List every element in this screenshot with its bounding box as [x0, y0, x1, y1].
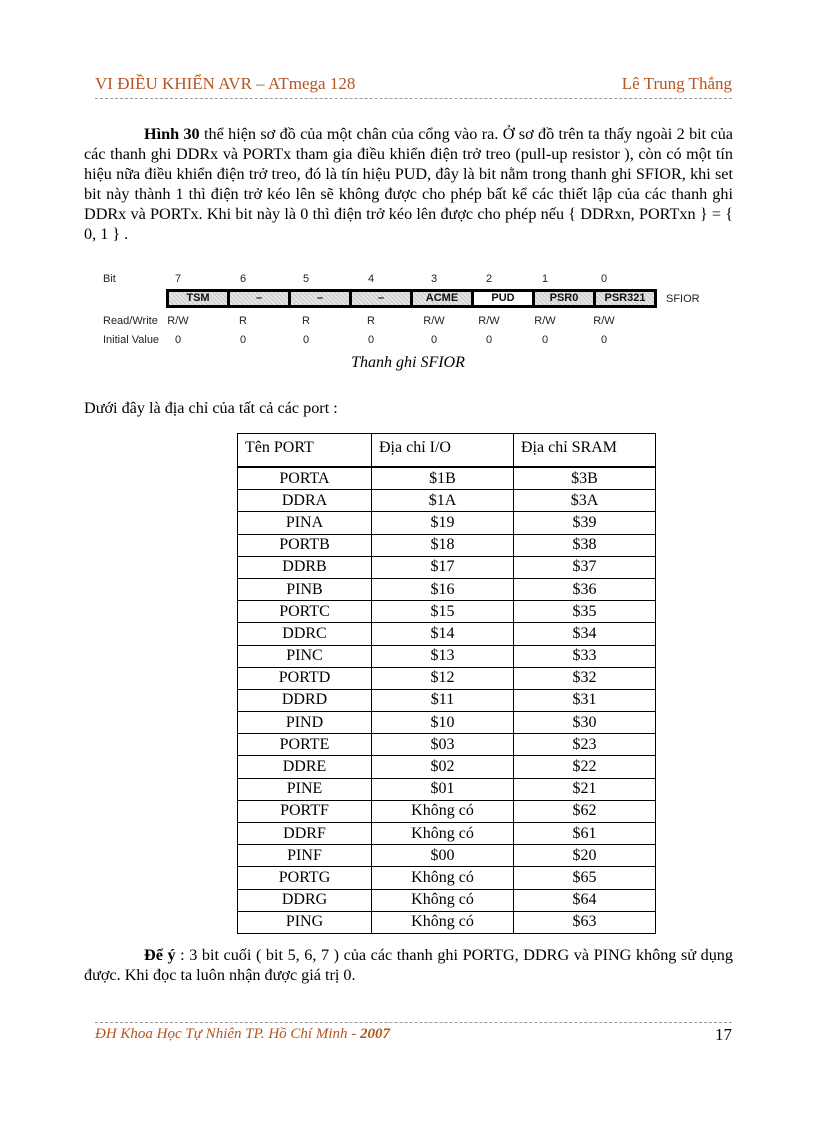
intro-paragraph — [84, 124, 733, 244]
port-name-cell: PORTF — [238, 800, 372, 822]
io-address-cell: Không có — [372, 823, 514, 845]
initial-value: 0 — [600, 334, 608, 346]
header-author: Lê Trung Thắng — [621, 74, 732, 93]
header-port-name: Tên PORT — [238, 434, 372, 468]
initial-value: 0 — [430, 334, 438, 346]
read-write-value: R — [239, 315, 247, 327]
register-bit-field: PSR321 — [596, 292, 654, 305]
footer-year: 2007 — [360, 1026, 390, 1042]
sfior-register-diagram — [103, 271, 723, 351]
port-name-cell: DDRG — [238, 889, 372, 911]
register-bit-field: PUD — [474, 292, 532, 305]
sram-address-cell: $64 — [514, 889, 656, 911]
port-name-cell: DDRD — [238, 689, 372, 711]
table-row — [238, 512, 656, 534]
initial-value: 0 — [485, 334, 493, 346]
table-row — [238, 667, 656, 689]
port-name-cell: PINB — [238, 578, 372, 600]
table-row — [238, 645, 656, 667]
table-row — [238, 867, 656, 889]
table-row — [238, 911, 656, 933]
io-address-cell: $17 — [372, 556, 514, 578]
io-address-cell: Không có — [372, 867, 514, 889]
read-write-value: R/W — [423, 315, 445, 327]
table-row — [238, 534, 656, 556]
io-address-cell: $16 — [372, 578, 514, 600]
page-header — [95, 72, 732, 96]
initial-value: 0 — [174, 334, 182, 346]
sram-address-cell: $35 — [514, 601, 656, 623]
figure-reference: Hình 30 — [144, 125, 200, 143]
table-row — [238, 490, 656, 512]
initial-value: 0 — [239, 334, 247, 346]
io-address-cell: $14 — [372, 623, 514, 645]
io-address-cell: $03 — [372, 734, 514, 756]
table-row — [238, 601, 656, 623]
bit-number: 5 — [302, 273, 310, 285]
sram-address-cell: $37 — [514, 556, 656, 578]
table-row — [238, 845, 656, 867]
sram-address-cell: $38 — [514, 534, 656, 556]
sram-address-cell: $3B — [514, 467, 656, 490]
table-row — [238, 823, 656, 845]
sram-address-cell: $36 — [514, 578, 656, 600]
footer-divider — [95, 1022, 732, 1023]
read-write-value: R/W — [478, 315, 500, 327]
table-row — [238, 734, 656, 756]
footer-institution: ĐH Khoa Học Tự Nhiên TP. Hồ Chí Minh - 2007 — [95, 1026, 390, 1042]
port-name-cell: PORTE — [238, 734, 372, 756]
io-address-cell: $1A — [372, 490, 514, 512]
register-bit-field: PSR0 — [535, 292, 593, 305]
header-sram-address: Địa chỉ SRAM — [514, 434, 656, 468]
bit-number: 0 — [600, 273, 608, 285]
table-row — [238, 800, 656, 822]
port-name-cell: PINA — [238, 512, 372, 534]
port-name-cell: DDRB — [238, 556, 372, 578]
note-text: : 3 bit cuối ( bit 5, 6, 7 ) của các thanh ghi PORTG, DDRG và PING không sử dụng được. Khi đọc ta luôn nhận được giá trị 0. — [84, 946, 733, 984]
port-name-cell: PORTC — [238, 601, 372, 623]
sram-address-cell: $20 — [514, 845, 656, 867]
table-row — [238, 467, 656, 490]
io-address-cell: Không có — [372, 889, 514, 911]
bit-number: 7 — [174, 273, 182, 285]
read-write-label: Read/Write — [103, 315, 158, 327]
register-bit-fields — [166, 289, 657, 308]
page-number: 17 — [715, 1025, 732, 1044]
port-address-table — [237, 433, 656, 934]
port-name-cell: PIND — [238, 712, 372, 734]
note-label: Để ý — [144, 946, 176, 964]
io-address-cell: Không có — [372, 911, 514, 933]
port-name-cell: PINE — [238, 778, 372, 800]
table-row — [238, 689, 656, 711]
port-name-cell: PING — [238, 911, 372, 933]
sram-address-cell: $23 — [514, 734, 656, 756]
sram-address-cell: $31 — [514, 689, 656, 711]
port-name-cell: PINF — [238, 845, 372, 867]
read-write-value: R/W — [534, 315, 556, 327]
io-address-cell: $10 — [372, 712, 514, 734]
bit-number: 6 — [239, 273, 247, 285]
io-address-cell: $02 — [372, 756, 514, 778]
io-address-cell: $00 — [372, 845, 514, 867]
table-row — [238, 623, 656, 645]
initial-value: 0 — [541, 334, 549, 346]
table-row — [238, 578, 656, 600]
port-name-cell: PORTG — [238, 867, 372, 889]
table-row — [238, 712, 656, 734]
note-paragraph — [84, 945, 733, 985]
bit-number: 3 — [430, 273, 438, 285]
register-bit-field: ACME — [413, 292, 471, 305]
bit-row-label: Bit — [103, 273, 116, 285]
read-write-value: R/W — [167, 315, 189, 327]
read-write-value: R — [302, 315, 310, 327]
register-bit-field: – — [230, 292, 288, 305]
register-caption: Thanh ghi SFIOR — [351, 354, 465, 371]
initial-value: 0 — [302, 334, 310, 346]
table-row — [238, 778, 656, 800]
read-write-value: R — [367, 315, 375, 327]
port-name-cell: PORTB — [238, 534, 372, 556]
bit-number: 2 — [485, 273, 493, 285]
io-address-cell: $15 — [372, 601, 514, 623]
io-address-cell: $1B — [372, 467, 514, 490]
table-row — [238, 756, 656, 778]
io-address-cell: $01 — [372, 778, 514, 800]
address-intro: Dưới đây là địa chỉ của tất cả các port : — [84, 399, 338, 417]
sram-address-cell: $62 — [514, 800, 656, 822]
sram-address-cell: $34 — [514, 623, 656, 645]
register-bit-field: – — [352, 292, 410, 305]
port-name-cell: PINC — [238, 645, 372, 667]
sram-address-cell: $65 — [514, 867, 656, 889]
register-name: SFIOR — [666, 293, 700, 305]
sram-address-cell: $33 — [514, 645, 656, 667]
port-name-cell: DDRF — [238, 823, 372, 845]
io-address-cell: $11 — [372, 689, 514, 711]
intro-text: thể hiện sơ đồ của một chân của cổng vào ra. Ở sơ đồ trên ta thấy ngoài 2 bit của các thanh ghi DDRx và PORTx tham gia điều khiển điện trở treo (pull-up resistor ), còn có một tín hiệu nữa điều khiển điện trở treo, đó là tín hiệu PUD, đây là bit nằm trong thanh ghi SFIOR, khi set bit này thành 1 thì điện trở kéo lên sẽ không được cho phép bất kể các thiết lập của các thanh ghi DDRx và PORTx. Khi bit này là 0 thì điện trở kéo lên được cho phép nếu { DDRxn, PORTxn } = { 0, 1 } . — [84, 125, 733, 243]
io-address-cell: $18 — [372, 534, 514, 556]
io-address-cell: $12 — [372, 667, 514, 689]
register-bit-field: – — [291, 292, 349, 305]
initial-value: 0 — [367, 334, 375, 346]
sram-address-cell: $63 — [514, 911, 656, 933]
port-name-cell: PORTD — [238, 667, 372, 689]
register-bit-field: TSM — [169, 292, 227, 305]
header-divider — [95, 98, 732, 99]
header-io-address: Địa chỉ I/O — [372, 434, 514, 468]
header-title: VI ĐIỀU KHIỂN AVR – ATmega 128 — [95, 74, 356, 93]
sram-address-cell: $32 — [514, 667, 656, 689]
port-name-cell: DDRE — [238, 756, 372, 778]
port-name-cell: DDRC — [238, 623, 372, 645]
sram-address-cell: $39 — [514, 512, 656, 534]
table-row — [238, 556, 656, 578]
port-name-cell: PORTA — [238, 467, 372, 490]
port-name-cell: DDRA — [238, 490, 372, 512]
table-header-row — [238, 434, 656, 468]
sram-address-cell: $30 — [514, 712, 656, 734]
sram-address-cell: $21 — [514, 778, 656, 800]
sram-address-cell: $61 — [514, 823, 656, 845]
read-write-value: R/W — [593, 315, 615, 327]
io-address-cell: Không có — [372, 800, 514, 822]
bit-number: 1 — [541, 273, 549, 285]
initial-value-label: Initial Value — [103, 334, 160, 346]
bit-number: 4 — [367, 273, 375, 285]
sram-address-cell: $22 — [514, 756, 656, 778]
io-address-cell: $13 — [372, 645, 514, 667]
io-address-cell: $19 — [372, 512, 514, 534]
sram-address-cell: $3A — [514, 490, 656, 512]
table-row — [238, 889, 656, 911]
